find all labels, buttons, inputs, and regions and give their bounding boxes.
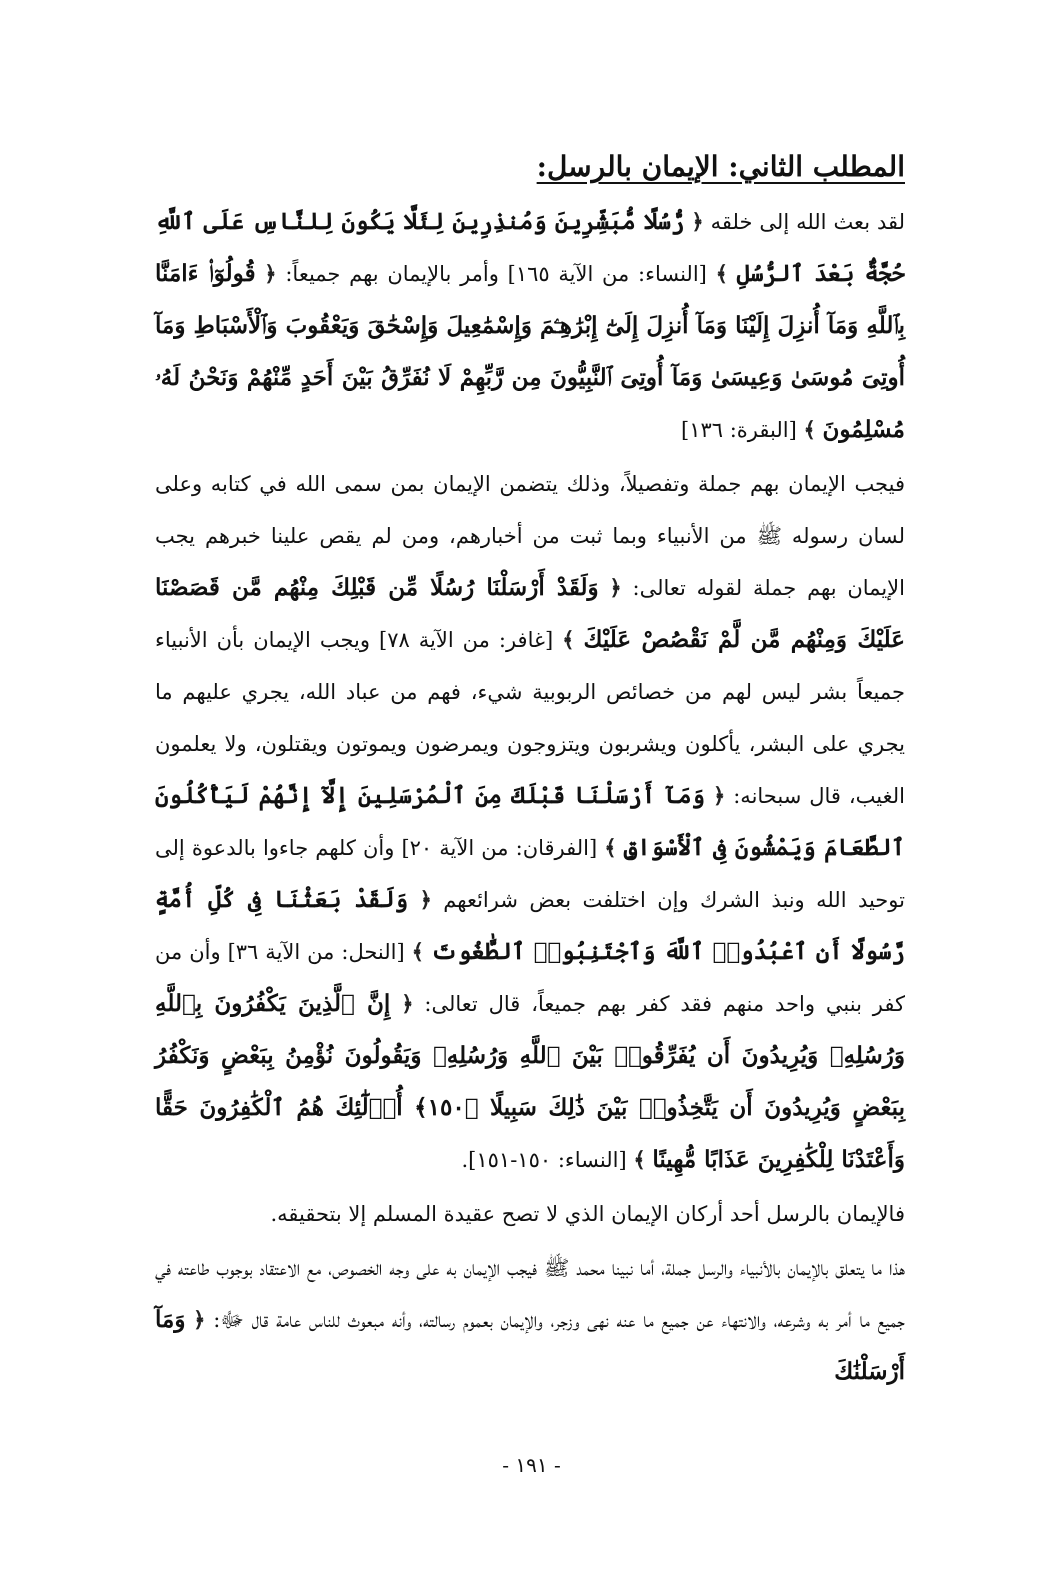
quran-close-bracket-icon: ﴾ — [562, 627, 575, 652]
quran-verse: قُولُوٓا۟ ءَامَنَّا بِٱللَّهِ وَمَآ أُنزِلَ إِلَيْنَا وَمَآ أُنزِلَ إِلَىٰٓ إِبْرَٰهِـۧمَ وَإِسْمَٰعِيلَ وَإِسْحَٰقَ وَيَعْقُوبَ وَٱلْأَسْبَاطِ وَمَآ أُوتِىَ مُوسَىٰ وَعِيسَىٰ وَمَآ أُوتِىَ ٱلنَّبِيُّونَ مِن رَّبِّهِمْ لَا نُفَرِّقُ بَيْنَ أَحَدٍ مِّنْهُمْ وَنَحْنُ لَهُۥ مُسْلِمُونَ — [155, 260, 905, 443]
body-text: هذا ما يتعلق بالإيمان بالأنبياء والرسل جملة، أما نبينا محمد ﷺ فيجب الإيمان به على وجه الخصوص، مع الاعتقاد بوجوب طاعته في جميع ما أمر به وشرعه، والانتهاء عن جميع ما عنه نهى وزجر، والإيمان بعموم رسالته، وأنه مبعوث للناس عامة قال ﷻ: — [155, 1256, 905, 1332]
verse-reference: [الفرقان: من الآية ٢٠] — [401, 836, 598, 860]
verse-reference: [النحل: من الآية ٣٦] — [227, 940, 405, 964]
body-text: وأن من كفر بنبي واحد منهم فقد كفر بهم جميعاً، قال تعالى: — [155, 940, 905, 1016]
quran-open-bracket-icon: ﴿ — [264, 261, 277, 286]
section-title: المطلب الثاني: الإيمان بالرسل: — [536, 150, 905, 183]
quran-open-bracket-icon: ﴿ — [609, 575, 622, 600]
quran-open-bracket-icon: ﴿ — [419, 887, 432, 912]
quran-open-bracket-icon: ﴿ — [193, 1307, 206, 1332]
body-text: فيجب الإيمان بهم جملة وتفصيلاً، وذلك يتضمن الإيمان بمن سمى الله في كتابه وعلى لسان رسوله ﷺ من الأنبياء وبما ثبت من أخبارهم، ومن لم يقص علينا خبرهم يجب الإيمان بهم جملة لقوله تعالى: — [155, 472, 905, 600]
quran-verse: وَمَآ أَرْسَلْنَا قَبْلَكَ مِنَ ٱلْمُرْسَلِينَ إِلَّآ إِنَّهُمْ لَيَأْكُلُونَ ٱلطَّعَامَ وَيَمْشُونَ فِى ٱلْأَسْوَاقِ — [155, 782, 906, 861]
book-page — [155, 138, 905, 1428]
quran-close-bracket-icon: ﴾ — [803, 417, 816, 442]
quran-open-bracket-icon: ﴿ — [712, 783, 726, 808]
verse-reference: [البقرة: ١٣٦] — [681, 418, 797, 442]
verse-reference: [النساء: من الآية ١٦٥] — [507, 262, 707, 286]
quran-verse: إِنَّ ٱلَّذِينَ يَكْفُرُونَ بِٱللَّهِ وَرُسُلِهِۦ وَيُرِيدُونَ أَن يُفَرِّقُوا۟ بَيْنَ ٱللَّهِ وَرُسُلِهِۦ وَيَقُولُونَ نُؤْمِنُ بِبَعْضٍ وَنَكْفُرُ بِبَعْضٍ وَيُرِيدُونَ أَن يَتَّخِذُوا۟ بَيْنَ ذَٰلِكَ سَبِيلًا ﴿١٥٠﴾ أُو۟لَٰٓئِكَ هُمُ ٱلْكَٰفِرُونَ حَقًّا وَأَعْتَدْنَا لِلْكَٰفِرِينَ عَذَابًا مُّهِينًا — [155, 990, 905, 1173]
quran-open-bracket-icon: ﴿ — [401, 991, 414, 1016]
quran-verse: وَلَقَدْ أَرْسَلْنَا رُسُلًا مِّن قَبْلِكَ مِنْهُم مَّن قَصَصْنَا عَلَيْكَ وَمِنْهُم مَّن لَّمْ نَقْصُصْ عَلَيْكَ — [155, 574, 905, 653]
paragraph-pillar-of-faith — [155, 1188, 905, 1240]
verse-reference: [غافر: من الآية ٧٨] — [379, 628, 554, 652]
body-text: وأمر بالإيمان بهم جميعاً: — [285, 262, 499, 286]
quran-open-bracket-icon: ﴿ — [691, 209, 704, 234]
paragraph-prophet-muhammad — [155, 1242, 905, 1398]
intro-text: لقد بعث الله إلى خلقه — [710, 210, 906, 234]
paragraph-messengers-sent — [155, 196, 905, 456]
quran-verse: رُّسُلًا مُّبَشِّرِينَ وَمُنذِرِينَ لِئَلَّا يَكُونَ لِلنَّاسِ عَلَى ٱللَّهِ حُجَّةٌۢ بَعْدَ ٱلرُّسُلِ — [155, 208, 906, 287]
paragraph-belief-details — [155, 458, 905, 1186]
quran-close-bracket-icon: ﴾ — [715, 261, 728, 286]
quran-close-bracket-icon: ﴾ — [633, 1147, 646, 1172]
quran-close-bracket-icon: ﴾ — [604, 835, 617, 860]
verse-reference: [النساء: ١٥٠-١٥١]. — [461, 1148, 627, 1172]
quran-verse: وَلَقَدْ بَعَثْنَا فِى كُلِّ أُمَّةٍ رَّسُولًا أَنِ ٱعْبُدُوا۟ ٱللَّهَ وَٱجْتَنِبُوا۟ ٱلطَّٰغُوتَ — [155, 886, 905, 965]
body-text: فالإيمان بالرسل أحد أركان الإيمان الذي لا تصح عقيدة المسلم إلا بتحقيقه. — [270, 1202, 905, 1226]
quran-close-bracket-icon: ﴾ — [411, 939, 424, 964]
body-text: وأن كلهم جاءوا بالدعوة إلى توحيد الله ونبذ الشرك وإن اختلفت بعض شرائعهم — [155, 836, 905, 912]
page-number: - ١٩١ - — [502, 1453, 561, 1477]
quran-verse: وَمَآ أَرْسَلْنَٰكَ — [155, 1306, 905, 1385]
body-text: ويجب الإيمان بأن الأنبياء جميعاً بشر ليس لهم من خصائص الربوبية شيء، فهم من عباد الله، يجري عليهم ما يجري على البشر، يأكلون ويشربون ويتزوجون ويمرضون ويموتون ويقتلون، ولا يعلمون الغيب، قال سبحانه: — [155, 628, 905, 808]
